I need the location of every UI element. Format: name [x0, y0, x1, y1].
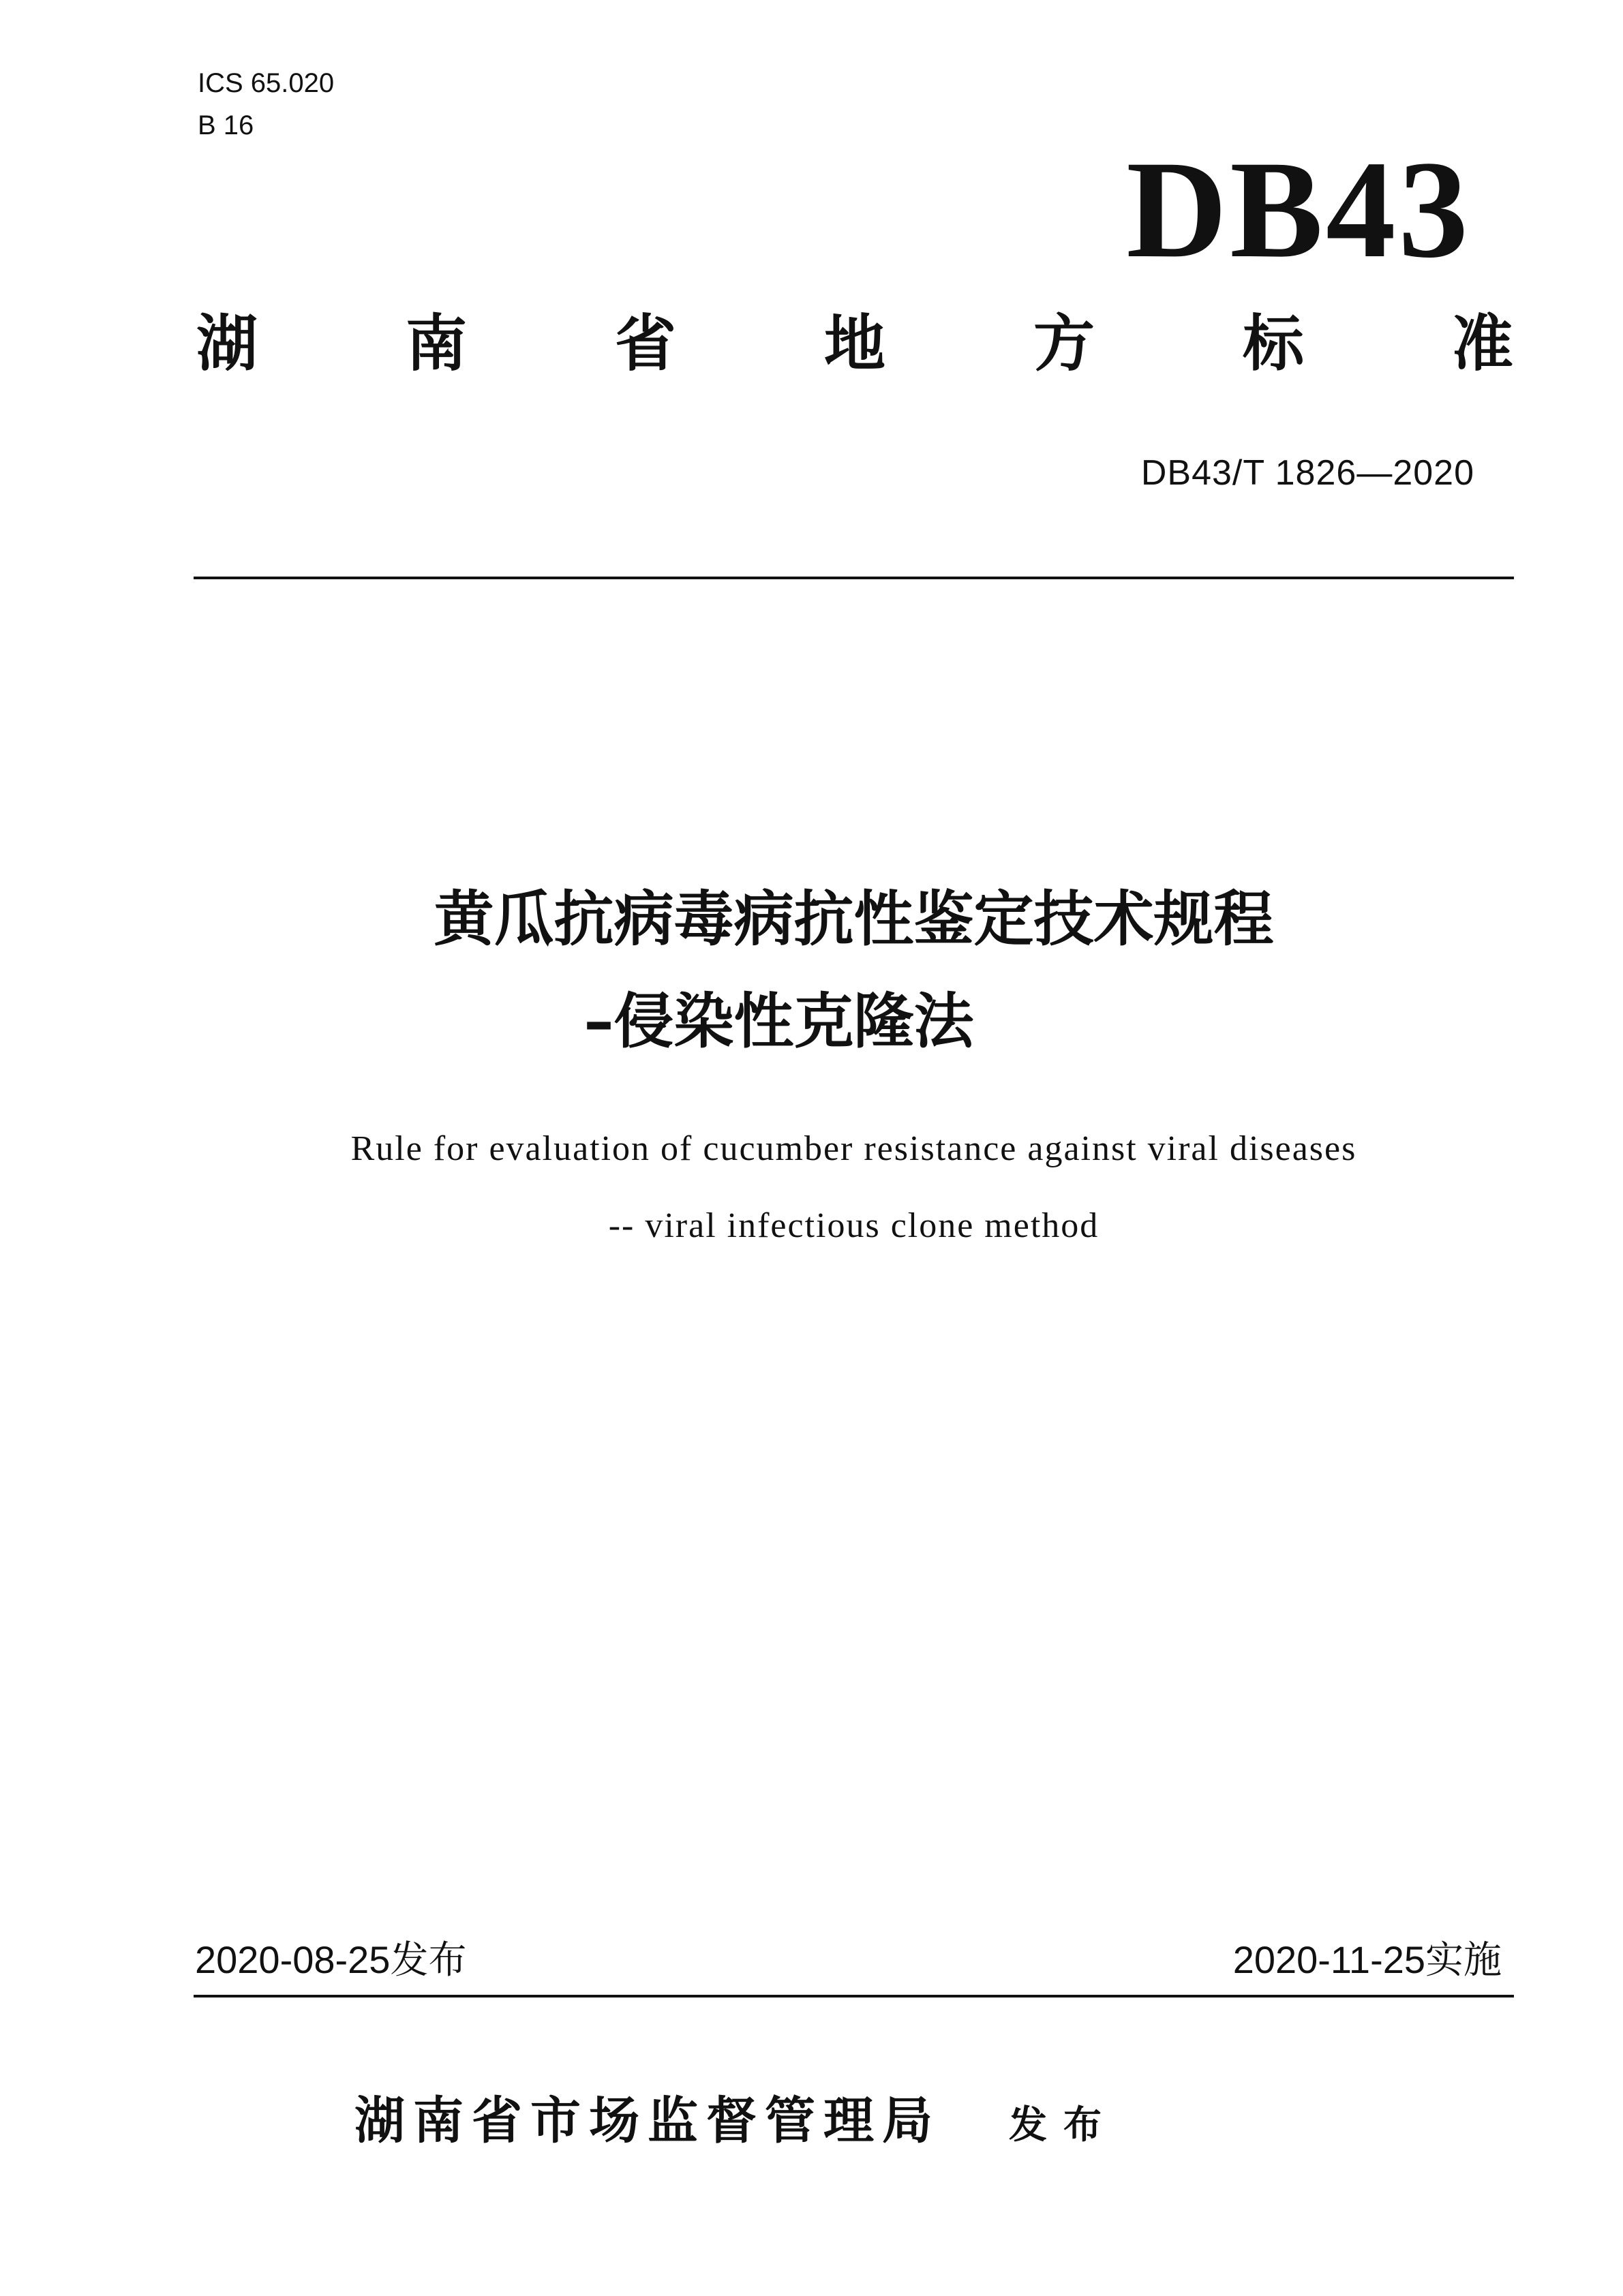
standard-type-char: 方 [1033, 308, 1095, 380]
standard-type-char: 南 [406, 308, 467, 380]
footer-divider [194, 1995, 1514, 1997]
standard-number: DB43/T 1826—2020 [1140, 453, 1474, 493]
issued-label: 发布 [1009, 2103, 1118, 2147]
implementation-date: 2020-11-25实施 [1232, 1938, 1502, 1981]
header-divider [194, 577, 1514, 579]
db-standard-mark: DB43 [1126, 132, 1471, 287]
standard-type-char: 准 [1452, 308, 1513, 380]
standard-type-heading [196, 308, 1513, 395]
title-english-line-1: Rule for evaluation of cucumber resistance against viral diseases [350, 1129, 1357, 1168]
issuer-block [354, 2092, 1118, 2150]
title-chinese-line-1: 黄瓜抗病毒病抗性鉴定技术规程 [434, 884, 1274, 954]
title-english-line-2: -- viral infectious clone method [608, 1206, 1099, 1245]
standard-type-char: 省 [615, 308, 676, 380]
standard-type-char: 地 [824, 308, 885, 380]
publish-date: 2020-08-25发布 [195, 1938, 467, 1981]
ccs-code: B 16 [198, 110, 254, 140]
standard-type-char: 标 [1243, 308, 1304, 380]
standard-type-char: 湖 [196, 308, 258, 380]
issuing-authority: 湖南省市场监督管理局 [354, 2092, 941, 2150]
ics-code: ICS 65.020 [198, 68, 335, 98]
title-chinese-line-2: –侵染性克隆法 [583, 986, 974, 1056]
